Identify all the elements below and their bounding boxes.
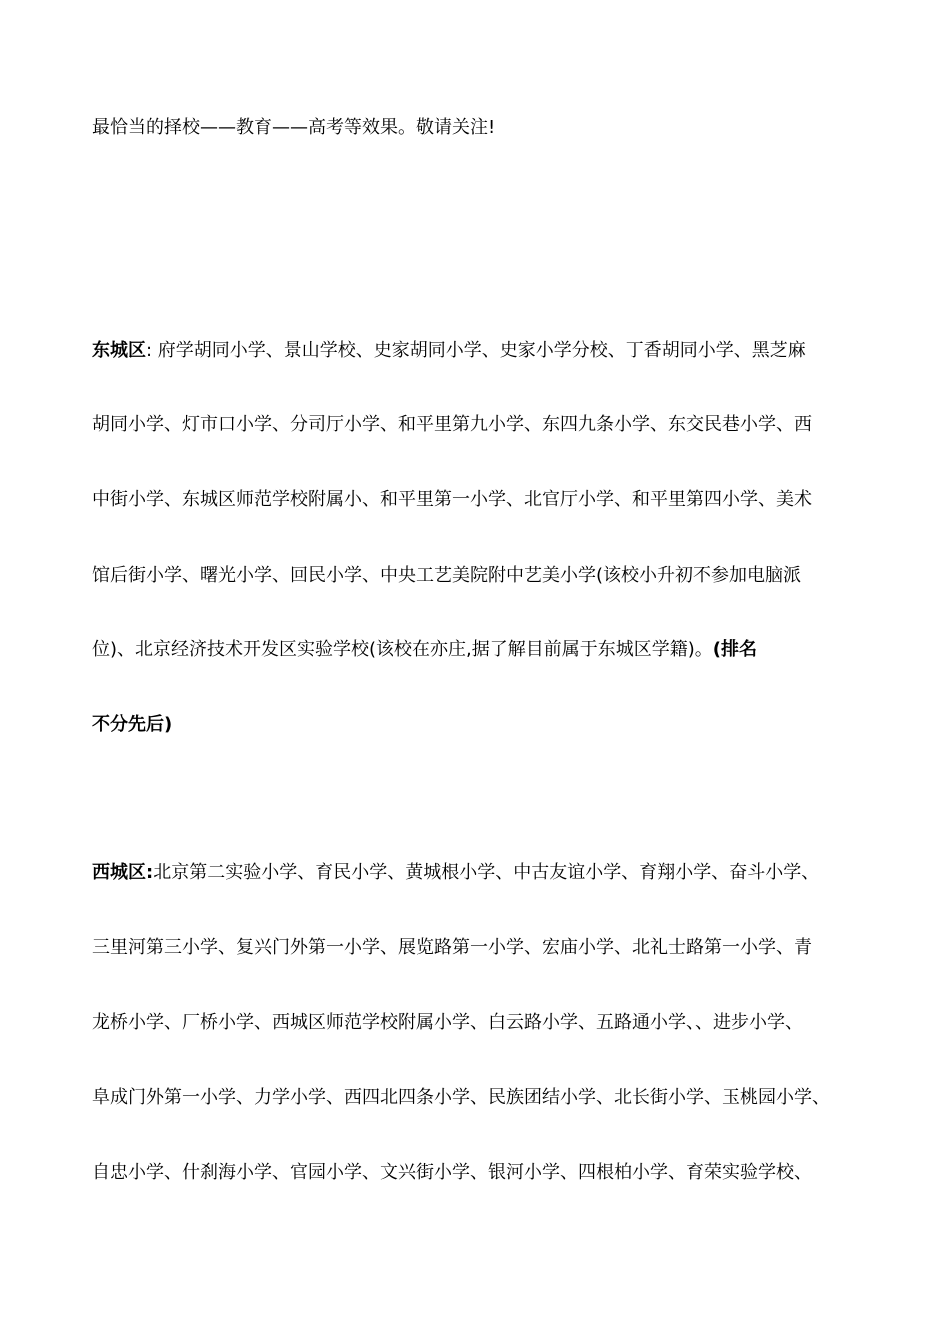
dongcheng-ranking-note-end: 不分先后) <box>92 714 173 735</box>
dongcheng-line-4: 馆后街小学、曙光小学、回民小学、中央工艺美院附中艺美小学(该校小升初不参加电脑派 <box>92 565 802 586</box>
xicheng-line-2: 三里河第三小学、复兴门外第一小学、展览路第一小学、宏庙小学、北礼士路第一小学、青 <box>92 937 812 958</box>
dongcheng-line-1 <box>92 339 872 363</box>
dongcheng-line-2: 胡同小学、灯市口小学、分司厅小学、和平里第九小学、东四九条小学、东交民巷小学、西 <box>92 414 812 435</box>
xicheng-text-1: 北京第二实验小学、育民小学、黄城根小学、中古友谊小学、育翔小学、奋斗小学、 <box>153 862 820 883</box>
xicheng-line-4: 阜成门外第一小学、力学小学、西四北四条小学、民族团结小学、北长街小学、玉桃园小学、 <box>92 1087 830 1108</box>
dongcheng-label: 东城区 <box>92 340 146 361</box>
dongcheng-line-3: 中街小学、东城区师范学校附属小、和平里第一小学、北官厅小学、和平里第四小学、美术 <box>92 489 812 510</box>
dongcheng-line-5 <box>92 638 872 662</box>
dongcheng-text-5: 位)、北京经济技术开发区实验学校(该校在亦庄,据了解目前属于东城区学籍)。 <box>92 639 713 660</box>
xicheng-line-1 <box>92 861 872 885</box>
xicheng-line-5: 自忠小学、什刹海小学、官园小学、文兴街小学、银河小学、四根柏小学、育荣实验学校、 <box>92 1162 812 1183</box>
dongcheng-text-1: 府学胡同小学、景山学校、史家胡同小学、史家小学分校、丁香胡同小学、黑芝麻 <box>152 340 806 361</box>
intro-paragraph: 最恰当的择校——教育——高考等效果。敬请关注! <box>92 117 496 138</box>
xicheng-label: 西城区: <box>92 862 154 883</box>
xicheng-line-3: 龙桥小学、厂桥小学、西城区师范学校附属小学、白云路小学、五路通小学、、进步小学、 <box>92 1012 803 1033</box>
dongcheng-label-separator: : <box>146 340 153 361</box>
dongcheng-ranking-note-start: (排名 <box>712 639 758 660</box>
